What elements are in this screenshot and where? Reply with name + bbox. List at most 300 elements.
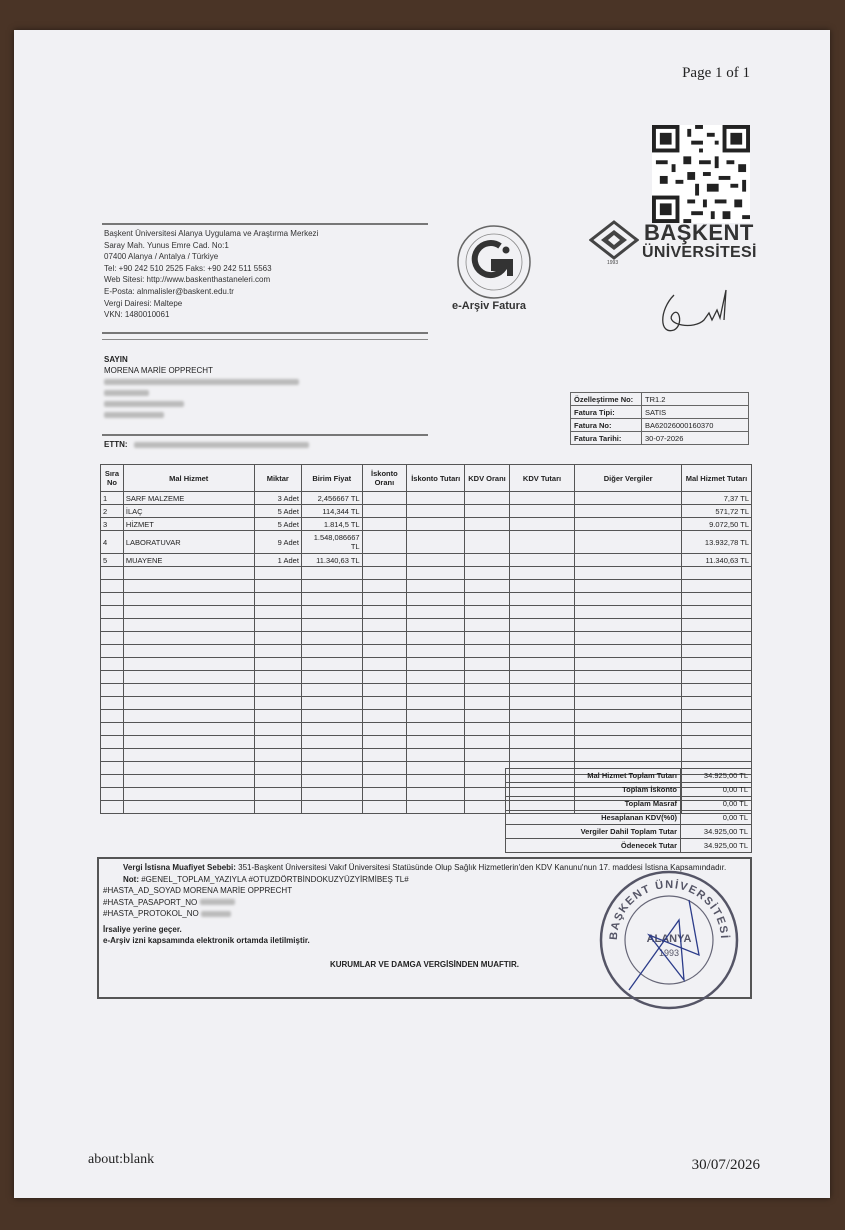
table-cell [407,567,465,580]
sender-line: Vergi Dairesi: Maltepe [104,298,183,308]
table-cell [362,645,407,658]
table-cell: 114,344 TL [301,505,362,518]
table-cell [123,658,254,671]
table-cell [575,606,682,619]
table-cell: HİZMET [123,518,254,531]
sender-line: Tel: +90 242 510 2525 Faks: +90 242 511 5563 [104,263,272,273]
passport-line: #HASTA_PASAPORT_NO [103,897,746,909]
note-label: Not: [123,874,139,884]
table-cell: 1.814,5 TL [301,518,362,531]
table-cell [123,749,254,762]
table-cell [681,632,751,645]
table-cell [681,697,751,710]
table-cell [101,788,124,801]
table-cell [575,531,682,554]
empty-table-row [101,723,752,736]
table-cell: SARF MALZEME [123,492,254,505]
table-cell [509,710,575,723]
university-stamp [589,860,749,1020]
empty-table-row [101,619,752,632]
col-header: Birim Fiyat [301,465,362,492]
table-cell [254,593,301,606]
irsaliye-text: İrsaliye yerine geçer. [103,924,182,934]
table-row [101,505,752,518]
totals-row: Toplam İskonto 0,00 TL [506,783,752,797]
table-cell [465,645,509,658]
table-cell [681,749,751,762]
table-cell [509,684,575,697]
baskent-subtitle: ÜNİVERSİTESİ [642,244,757,261]
table-cell [407,492,465,505]
table-cell [681,710,751,723]
col-header: İskonto Tutarı [407,465,465,492]
table-cell [101,632,124,645]
table-cell [681,580,751,593]
table-cell [301,606,362,619]
ettn-row [104,440,309,449]
table-cell [575,580,682,593]
table-cell [123,619,254,632]
table-cell: 5 Adet [254,518,301,531]
table-cell [681,736,751,749]
table-cell [407,619,465,632]
table-cell [123,632,254,645]
stamp-year: 1993 [658,948,680,958]
table-cell [254,762,301,775]
table-cell [254,619,301,632]
table-cell [509,619,575,632]
table-cell [362,505,407,518]
table-cell [101,580,124,593]
table-cell [254,775,301,788]
table-cell [509,658,575,671]
col-header: Sıra No [101,465,124,492]
table-cell [123,762,254,775]
table-cell [362,580,407,593]
table-cell [301,619,362,632]
table-cell [301,658,362,671]
table-cell [123,697,254,710]
table-cell [101,775,124,788]
table-cell [407,671,465,684]
sender-top-rule [102,223,428,225]
info-row: Özelleştirme No: TR1.2 [571,393,749,406]
earsiv-text: e-Arşiv izni kapsamında elektronik ortamda iletilmiştir. [103,936,310,945]
table-cell [575,593,682,606]
table-cell: 3 Adet [254,492,301,505]
col-header: KDV Tutarı [509,465,575,492]
table-cell [254,632,301,645]
ettn-label: ETTN: [104,440,128,449]
table-cell [575,505,682,518]
table-cell [509,567,575,580]
table-cell [101,567,124,580]
table-cell [681,567,751,580]
empty-table-row [101,710,752,723]
col-header: Mal Hizmet Tutarı [681,465,751,492]
table-cell [407,723,465,736]
table-cell [254,697,301,710]
totals-row: Hesaplanan KDV(%0) 0,00 TL [506,811,752,825]
table-cell [407,531,465,554]
table-cell [465,554,509,567]
table-cell [465,492,509,505]
table-cell [465,567,509,580]
table-cell [465,505,509,518]
totals-row: Vergiler Dahil Toplam Tutar 34.925,00 TL [506,825,752,839]
table-cell: 1 [101,492,124,505]
table-cell [101,736,124,749]
table-cell [681,645,751,658]
table-cell [407,645,465,658]
empty-table-row [101,580,752,593]
table-cell [407,505,465,518]
table-cell [301,775,362,788]
table-cell [301,762,362,775]
table-cell [254,710,301,723]
table-cell: 2,456667 TL [301,492,362,505]
table-row [101,518,752,531]
table-cell [575,723,682,736]
table-cell [575,645,682,658]
table-cell [254,723,301,736]
note-text: #GENEL_TOPLAM_YAZIYLA #OTUZDÖRTBİNDOKUZYÜZYİRMİBEŞ TL# [139,874,409,884]
table-cell [101,723,124,736]
table-cell [101,762,124,775]
table-cell [362,684,407,697]
table-cell [509,736,575,749]
stamp-signature-icon [629,900,699,990]
table-cell: 2 [101,505,124,518]
footer-url: about:blank [88,1152,155,1167]
table-cell [123,710,254,723]
invoice-paper [14,30,830,1198]
table-cell [101,645,124,658]
table-cell [362,567,407,580]
ettn-value-redacted [134,442,309,448]
table-cell [465,762,509,775]
table-cell [362,518,407,531]
table-cell [362,658,407,671]
gib-logo-icon [454,222,534,302]
table-cell [575,684,682,697]
table-cell [465,632,509,645]
table-cell [254,671,301,684]
redacted-line [104,387,299,398]
items-body [101,492,752,814]
col-header: Diğer Vergiler [575,465,682,492]
table-cell [407,580,465,593]
table-cell: 5 [101,554,124,567]
table-cell [254,567,301,580]
redacted-line [104,409,299,420]
stamp-text: BAŞKENT ÜNİVERSİTESİ [607,878,731,941]
redacted-line [104,376,299,387]
table-cell [301,684,362,697]
table-cell [465,580,509,593]
table-cell: LABORATUVAR [123,531,254,554]
table-cell [362,492,407,505]
table-row [101,492,752,505]
table-cell [123,606,254,619]
table-cell: 3 [101,518,124,531]
info-row: Fatura No: BA62026000160370 [571,419,749,432]
page-number: Page 1 of 1 [682,65,750,81]
table-cell [123,736,254,749]
table-cell [465,749,509,762]
totals-row: Toplam Masraf 0,00 TL [506,797,752,811]
sender-line: VKN: 1480010061 [104,310,170,320]
table-cell [362,788,407,801]
table-cell [254,749,301,762]
sender-line: E-Posta: alnmalisler@baskent.edu.tr [104,286,234,296]
col-header: Miktar [254,465,301,492]
table-cell: 9 Adet [254,531,301,554]
stamp-city: ALANYA [646,933,692,945]
empty-table-row [101,606,752,619]
table-cell [101,801,124,814]
signature-icon [654,285,744,340]
empty-table-row [101,749,752,762]
table-cell [681,606,751,619]
col-header: Mal Hizmet [123,465,254,492]
protocol-line: #HASTA_PROTOKOL_NO [103,908,746,920]
totals-table [505,768,752,853]
table-cell [254,645,301,658]
table-cell [101,606,124,619]
baskent-name: BAŞKENT [644,220,754,245]
empty-table-row [101,736,752,749]
table-cell [254,684,301,697]
table-cell [681,671,751,684]
table-cell [407,593,465,606]
table-cell [407,606,465,619]
table-cell [509,671,575,684]
table-cell [407,710,465,723]
table-cell [407,658,465,671]
empty-table-row [101,658,752,671]
info-row: Fatura Tipi: SATIS [571,406,749,419]
table-cell [465,697,509,710]
table-cell [301,710,362,723]
table-cell [101,697,124,710]
table-cell [681,723,751,736]
table-cell [407,801,465,814]
table-cell: 5 Adet [254,505,301,518]
sender-bottom-rule-2 [102,339,428,340]
table-cell [465,593,509,606]
empty-table-row [101,671,752,684]
table-cell [575,632,682,645]
empty-table-row [101,697,752,710]
redacted-line [104,398,299,409]
table-cell [301,580,362,593]
table-cell [101,619,124,632]
table-cell [362,801,407,814]
table-cell [254,788,301,801]
table-cell [509,580,575,593]
table-cell [465,736,509,749]
table-cell [254,580,301,593]
table-cell [407,554,465,567]
empty-table-row [101,593,752,606]
table-cell [509,749,575,762]
table-cell [101,749,124,762]
table-cell [465,723,509,736]
table-cell: 1.548,086667 TL [301,531,362,554]
empty-table-row [101,567,752,580]
table-cell [301,671,362,684]
sender-line: 07400 Alanya / Antalya / Türkiye [104,252,219,262]
table-cell [575,567,682,580]
table-cell [123,723,254,736]
footer-date: 30/07/2026 [691,1157,760,1173]
table-cell [575,749,682,762]
table-cell [101,710,124,723]
table-cell [407,518,465,531]
table-cell [407,775,465,788]
table-cell: 7,37 TL [681,492,751,505]
empty-table-row [101,632,752,645]
table-cell [509,593,575,606]
table-cell: İLAÇ [123,505,254,518]
table-cell [123,775,254,788]
table-cell [575,710,682,723]
table-cell [362,762,407,775]
table-cell [509,492,575,505]
table-row [101,531,752,554]
table-cell [362,606,407,619]
table-cell [407,684,465,697]
table-cell [301,567,362,580]
table-cell [681,658,751,671]
table-cell [301,736,362,749]
totals-row: Ödenecek Tutar 34.925,00 TL [506,839,752,853]
table-cell: 4 [101,531,124,554]
table-cell [407,632,465,645]
table-cell [465,518,509,531]
sender-bottom-rule [102,332,428,334]
table-cell [509,723,575,736]
table-cell [301,697,362,710]
table-cell [123,593,254,606]
table-cell [575,671,682,684]
table-cell [101,671,124,684]
table-cell [362,749,407,762]
sender-line: Başkent Üniversitesi Alanya Uygulama ve Araştırma Merkezi [104,229,319,238]
invoice-info-table [570,392,749,445]
table-cell [301,593,362,606]
table-cell [465,788,509,801]
col-header: İskonto Oranı [362,465,407,492]
table-cell [407,736,465,749]
table-cell [362,697,407,710]
table-cell [465,619,509,632]
table-cell [575,658,682,671]
table-cell [681,684,751,697]
table-cell [407,762,465,775]
table-cell [362,531,407,554]
exemption-text: 351-Başkent Üniversitesi Vakıf Üniversitesi Statüsünde Olup Sağlık Hizmetlerin'den KDV Kanunu'nun 17. maddesi İstisna Kapsamındadır. [235,863,727,872]
table-cell [509,697,575,710]
table-cell [301,723,362,736]
sender-info [104,228,429,321]
table-cell [301,645,362,658]
table-cell [575,518,682,531]
info-row: Fatura Tarihi: 30-07-2026 [571,432,749,445]
sender-line: Saray Mah. Yunus Emre Cad. No:1 [104,240,229,250]
table-cell [681,619,751,632]
table-cell [254,736,301,749]
table-cell [509,505,575,518]
table-cell [509,554,575,567]
totals-row: Mal Hizmet Toplam Tutarı 34.925,00 TL [506,769,752,783]
table-cell [101,684,124,697]
table-cell [465,606,509,619]
table-cell [362,723,407,736]
table-cell [465,801,509,814]
table-cell [465,710,509,723]
earsiv-label: e-Arşiv Fatura [452,300,526,312]
sender-line: Web Sitesi: http://www.baskenthastaneleri.com [104,275,271,285]
table-cell [509,632,575,645]
ettn-rule [102,434,428,436]
table-cell [465,775,509,788]
table-cell: 571,72 TL [681,505,751,518]
table-cell [362,619,407,632]
table-cell: MUAYENE [123,554,254,567]
table-cell [123,580,254,593]
table-cell [362,554,407,567]
table-row [101,554,752,567]
table-cell [362,736,407,749]
table-cell [465,671,509,684]
table-cell [509,645,575,658]
baskent-year: 1993 [607,260,619,266]
table-cell [301,749,362,762]
patient-name: #HASTA_AD_SOYAD MORENA MARİE OPPRECHT [103,886,293,895]
table-cell [301,632,362,645]
table-cell [465,684,509,697]
table-cell [101,593,124,606]
table-cell [407,749,465,762]
table-cell [254,658,301,671]
table-cell [465,658,509,671]
table-cell [254,801,301,814]
table-cell [254,606,301,619]
table-cell [101,658,124,671]
items-header-row [101,465,752,492]
qr-code-icon [652,125,750,223]
empty-table-row [101,645,752,658]
table-cell [681,593,751,606]
items-table [100,464,752,814]
table-cell [362,775,407,788]
customer-name: MORENA MARİE OPPRECHT [104,366,213,375]
col-header: KDV Oranı [465,465,509,492]
table-cell [123,645,254,658]
table-cell [575,697,682,710]
table-cell [509,531,575,554]
table-cell: 1 Adet [254,554,301,567]
table-cell: 11.340,63 TL [681,554,751,567]
table-cell [509,518,575,531]
table-cell [407,788,465,801]
table-cell [465,531,509,554]
table-cell [301,788,362,801]
customer-block [104,354,299,420]
table-cell [575,554,682,567]
